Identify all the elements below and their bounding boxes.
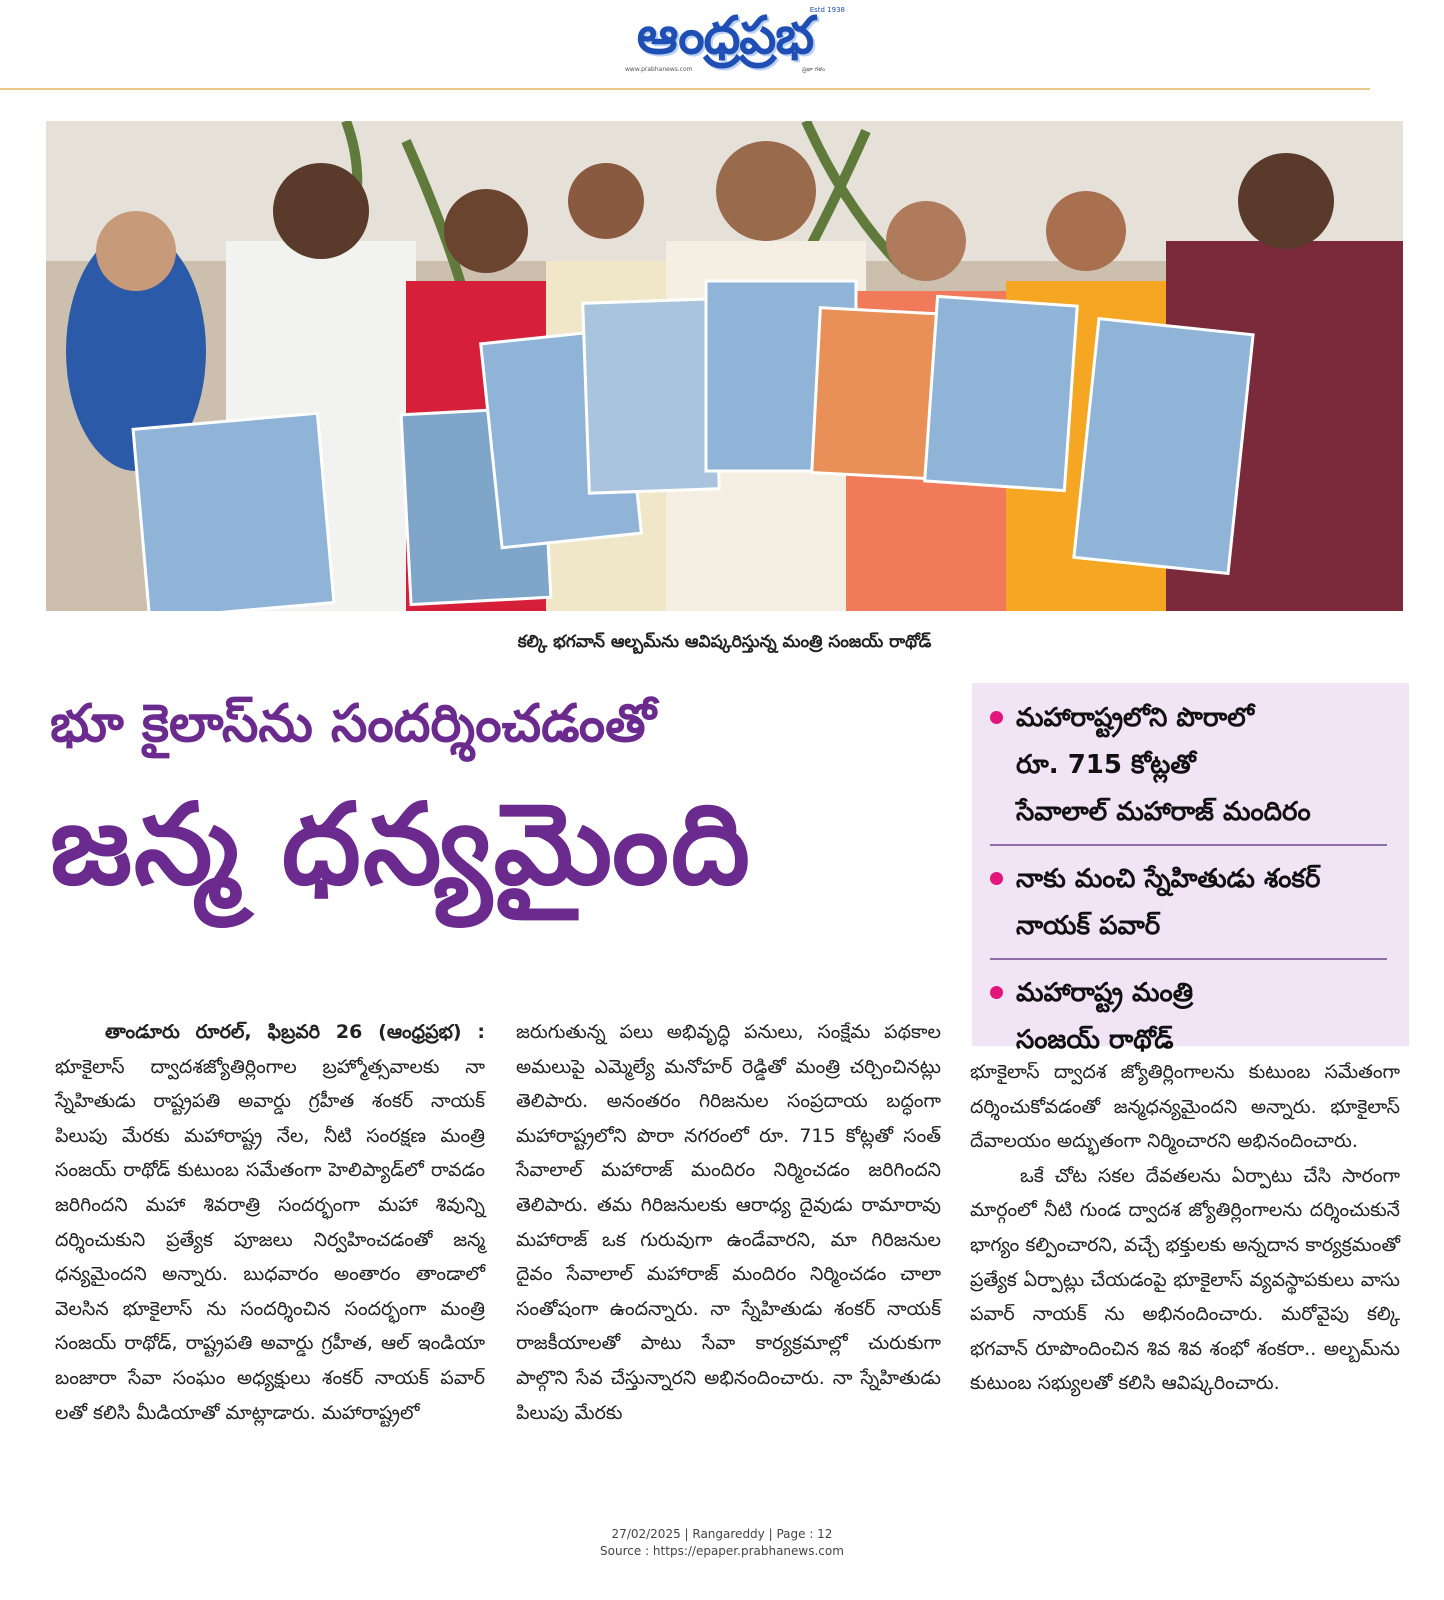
- logo-tagline-row: [605, 66, 845, 74]
- article-column-2: [516, 1015, 941, 1430]
- page-footer: [0, 1526, 1444, 1560]
- bullet-icon: [990, 711, 1003, 724]
- article-paragraph: ఒకే చోట సకల దేవతలను ఏర్పాటు చేసి సారంగా మార్గంలో నీటి గుండ ద్వాదశ జ్యోతిర్లింగాలను దర్శించుకునే భాగ్యం కల్పించారని, వచ్చే భక్తులకు అన్నదాన కార్యక్రమంతో ప్రత్యేక ఏర్పాట్లు చేయడంపై భూకైలాస్ వ్యవస్థాపకులు వాసు పవార్ నాయక్ ను అభినందించారు. మరోవైపు కల్కి భగవాన్ రూపొందించిన శివ శివ శంభో శంకరా.. అల్బమ్‌ను కుటుంబ సభ్యులతో కలిసి ఆవిష్కరించారు.: [970, 1164, 1400, 1395]
- highlight-line: మహారాష్ట్ర మంత్రి: [1016, 978, 1194, 1008]
- highlight-line: నాకు మంచి స్నేహితుడు శంకర్: [1016, 864, 1321, 894]
- headline-line-1: భూ కైలాస్‌ను సందర్శించడంతో: [50, 694, 656, 754]
- masthead: [0, 0, 1444, 90]
- headline: [50, 685, 950, 928]
- article-paragraph: [55, 1015, 485, 1430]
- highlight-line: సేవాలాల్ మహారాజ్ మందిరం: [1016, 797, 1311, 827]
- highlights-box: [972, 683, 1409, 1055]
- headline-line-2: జన్మ ధన్యమైంది: [50, 780, 752, 910]
- dateline: తాండూరు రూరల్, ఫిబ్రవరి 26 (ఆంధ్రప్రభ) :: [105, 1021, 485, 1043]
- logo-tagline: ప్రజా గళం: [802, 66, 825, 73]
- article-text: భూకైలాస్ ద్వాదశజ్యోతిర్లింగాల బ్రహ్మోత్సవాలకు నా స్నేహితుడు రాష్ట్రపతి అవార్డు గ్రహీత శంకర్ నాయక్ పిలుపు మేరకు మహారాష్ట్ర నేల, నీటి సంరక్షణ మంత్రి సంజయ్ రాథోడ్ కుటుంబ సమేతంగా హెలిప్యాడ్‌లో రావడం జరిగిందని మహా శివరాత్రి సందర్భంగా మహా శివున్ని దర్శించుకుని ప్రత్యేక పూజలు నిర్వహించడంతో జన్మ ధన్యమైందని అన్నారు. బుధవారం అంతారం తాండాలో వెలసిన భూకైలాస్ ను సందర్శించిన సందర్భంగా మంత్రి సంజయ్ రాథోడ్, రాష్ట్రపతి అవార్డు గ్రహీత, ఆల్ ఇండియా బంజారా సేవా సంఘం అధ్యక్షులు శంకర్ నాయక్ పవార్ లతో కలిసి మీడియాతో మాట్లాడారు. మహారాష్ట్రలో: [55, 1055, 485, 1424]
- logo-estd: Estd 1938: [809, 6, 845, 14]
- highlight-line: రూ. 715 కోట్లతో: [1016, 750, 1196, 780]
- logo-title: ఆంధ్రప్రభ: [636, 6, 814, 66]
- footer-source: Source : https://epaper.prabhanews.com: [600, 1544, 844, 1558]
- highlight-item: [990, 958, 1387, 1064]
- newspaper-logo: [605, 6, 845, 78]
- article-column-3: [970, 1055, 1400, 1401]
- highlight-line: నాయక్ పవార్: [1016, 911, 1161, 941]
- photo-illustration: [46, 121, 1403, 611]
- article-paragraph: జరుగుతున్న పలు అభివృద్ధి పనులు, సంక్షేమ పథకాల అమలుపై ఎమ్మెల్యే మనోహర్ రెడ్డితో మంత్రి చర్చించినట్లు తెలిపారు. అనంతరం గిరిజనుల సంప్రదాయ బద్ధంగా మహారాష్ట్రలోని పొరా నగరంలో రూ. 715 కోట్లతో సంత్ సేవాలాల్ మహారాజ్ మందిరం నిర్మించడం జరిగిందని తెలిపారు. తమ గిరిజనులకు ఆరాధ్య దైవుడు రామారావు మహారాజ్ ఒక గురువుగా ఉండేవారని, మా గిరిజనుల దైవం సేవాలాల్ మహారాజ్ మందిరం నిర్మించడం చాలా సంతోషంగా ఉందన్నారు. నా స్నేహితుడు శంకర్ నాయక్ రాజకీయాలతో పాటు సేవా కార్యక్రమాల్లో చురుకుగా పాల్గొని సేవ చేస్తున్నారని అభినందించారు. నా స్నేహితుడు పిలుపు మేరకు: [516, 1021, 941, 1424]
- highlight-item: [990, 844, 1387, 950]
- article-paragraph: భూకైలాస్ ద్వాదశ జ్యోతిర్లింగాలను కుటుంబ సమేతంగా దర్శించుకోవడంతో జన్మధన్యమైందని అన్నారు. భూకైలాస్ దేవాలయం అద్భుతంగా నిర్మించారని అభినందించారు.: [970, 1061, 1400, 1153]
- highlight-line: మహారాష్ట్రలోని పొరాలో: [1016, 703, 1254, 733]
- highlight-line: సంజయ్ రాథోడ్: [1016, 1025, 1174, 1055]
- bullet-icon: [990, 872, 1003, 885]
- highlight-item: [990, 695, 1387, 836]
- news-photo: [46, 121, 1403, 611]
- article-column-1: [55, 1015, 485, 1430]
- masthead-divider: [0, 88, 1370, 90]
- bullet-icon: [990, 986, 1003, 999]
- logo-url: www.prabhanews.com: [625, 66, 693, 73]
- photo-caption: కల్కి భగవాన్ ఆల్బమ్‌ను ఆవిష్కరిస్తున్న మంత్రి సంజయ్ రాథోడ్: [517, 632, 932, 652]
- footer-edition: 27/02/2025 | Rangareddy | Page : 12: [611, 1527, 833, 1541]
